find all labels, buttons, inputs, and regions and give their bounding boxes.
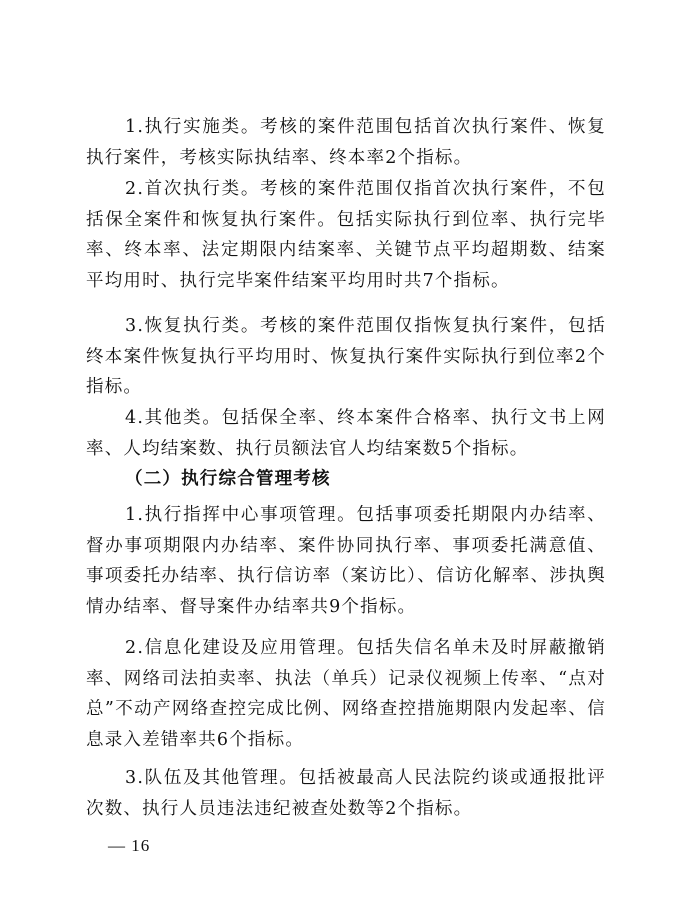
paragraph-team-other-management: 3.队伍及其他管理。包括被最高人民法院约谈或通报批评次数、执行人员违法违纪被查处数等2个指标。: [86, 768, 606, 819]
paragraph-other-category: 4.其他类。包括保全率、终本案件合格率、执行文书上网率、人均结案数、执行员额法官人均结案数5个指标。: [86, 408, 606, 459]
section-heading-comprehensive-management: （二）执行综合管理考核: [125, 469, 331, 489]
paragraph-informatization-management: 2.信息化建设及应用管理。包括失信名单未及时屏蔽撤销率、网络司法拍卖率、执法（单兵）记录仪视频上传率、“点对总”不动产网络查控完成比例、网络查控措施期限内发起率、信息录入差错率共6个指标。: [86, 638, 606, 750]
page-number: — 16: [108, 836, 151, 855]
paragraph-execution-implementation: 1.执行实施类。考核的案件范围包括首次执行案件、恢复执行案件，考核实际执结率、终本率2个指标。: [86, 117, 606, 168]
paragraph-command-center-management: 1.执行指挥中心事项管理。包括事项委托期限内办结率、督办事项期限内办结率、案件协同执行率、事项委托满意值、事项委托办结率、执行信访率（案访比）、信访化解率、涉执舆情办结率、督导案件办结率共9个指标。: [86, 505, 606, 617]
paragraph-first-execution: 2.首次执行类。考核的案件范围仅指首次执行案件，不包括保全案件和恢复执行案件。包括实际执行到位率、执行完毕率、终本率、法定期限内结案率、关键节点平均超期数、结案平均用时、执行完毕案件结案平均用时共7个指标。: [86, 179, 606, 291]
paragraph-resumed-execution: 3.恢复执行类。考核的案件范围仅指恢复执行案件，包括终本案件恢复执行平均用时、恢复执行案件实际执行到位率2个指标。: [86, 316, 606, 397]
